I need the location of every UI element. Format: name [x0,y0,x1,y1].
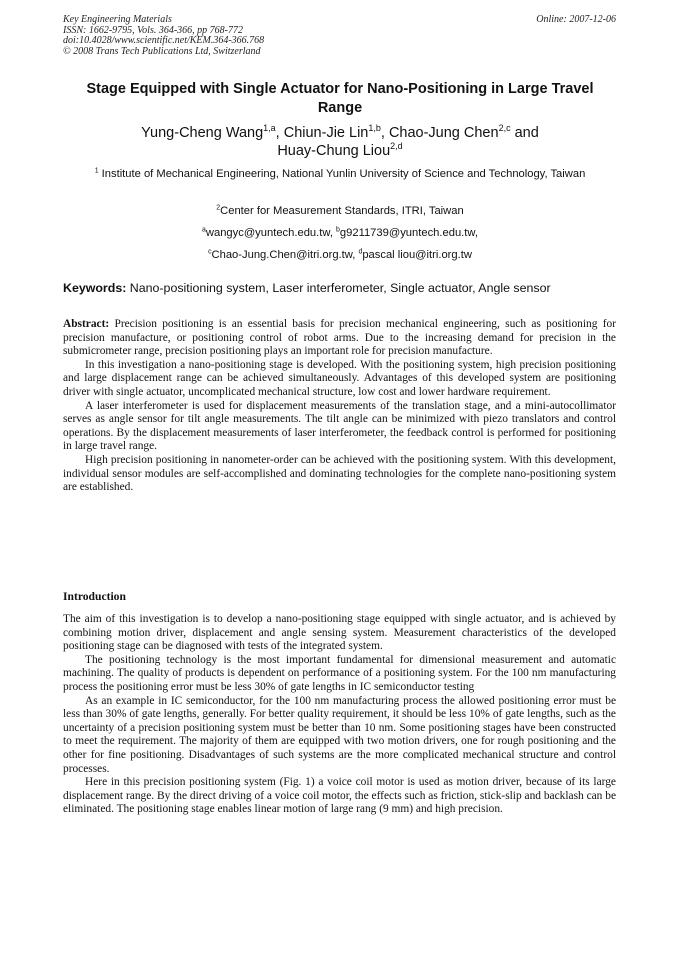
keywords-label: Keywords: [63,281,127,295]
abstract-paragraph [63,318,616,359]
issn-line: ISSN: 1662-9795, Vols. 364-366, pp 768-772 [63,24,243,36]
email-sup: b [336,226,340,234]
keywords [63,281,623,296]
abstract [63,318,616,495]
paper-title: Stage Equipped with Single Actuator for Nano-Positioning in Large Travel Range [86,81,594,116]
abstract-paragraph: High precision positioning in nanometer-order can be achieved with the positioning system. With this development, individual sensor modules are self-accomplished and dominating technologies for the complete nano-positioning system are established. [63,453,616,494]
intro-paragraph: The aim of this investigation is to develop a nano-positioning stage equipped with single actuator, and is achieved by combining motion driver, displacement and angle sensing system. Measurement characteristics of the developed positioning stage can be diagnosed with tests of the integrated system. [63,613,616,653]
author-affil-sup: 1,b [368,123,381,134]
author-separator: , [380,125,389,141]
email-address[interactable]: g9211739@yuntech.edu.tw, [339,227,478,239]
email-sup: d [358,248,363,256]
email-line-1 [70,226,610,240]
email-address[interactable]: wangyc@yuntech.edu.tw, [205,227,337,239]
email-sup: a [202,226,206,234]
author-list [70,124,610,160]
online-date: Online: 2007-12-06 [536,14,616,25]
author-affil-sup: 2,d [390,141,403,152]
author-name: Chiun-Jie Lin [283,125,369,141]
affiliation-2 [70,204,610,218]
email-address[interactable]: Chao-Jung.Chen@itri.org.tw, [211,249,359,261]
copyright-line: © 2008 Trans Tech Publications Ltd, Switzerland [63,45,261,57]
introduction-body [63,613,616,817]
affil-sup: 2 [216,204,221,212]
abstract-label: Abstract: [63,318,110,330]
affil-text: Institute of Mechanical Engineering, National Yunlin University of Science and Technology, Taiwan [101,168,586,180]
author-affil-sup: 1,a [263,123,276,134]
affil-text: Center for Measurement Standards, ITRI, Taiwan [220,205,464,217]
abstract-text: Precision positioning is an essential basis for precision mechanical engineering, such as positioning for precision manufacture, or positioning control of robot arms. Due to the increasing demand for precision in the submicrometer range, precision positioning plays an important role for precision manufacture. [63,318,616,358]
author-name: Huay-Chung Liou [277,143,391,159]
author-name: Yung-Cheng Wang [141,125,264,141]
journal-header [63,15,616,57]
doi-line: doi:10.4028/www.scientific.net/KEM.364-366.768 [63,35,265,46]
email-line-2 [70,248,610,262]
abstract-paragraph: In this investigation a nano-positioning stage is developed. With the positioning system, high precision positioning and large displacement range can be achieved simultaneously. Advantages of this developed system are positioning driver with single actuator, uncomplicated mechanical structure, low cost and lower hardware requirement. [63,358,616,398]
author-name: Chao-Jung Chen [388,125,499,141]
author-affil-sup: 2,c [498,123,511,134]
affiliation-1 [70,167,610,181]
journal-name: Key Engineering Materials [63,14,172,25]
keywords-text: Nano-positioning system, Laser interferometer, Single actuator, Angle sensor [126,281,551,295]
intro-paragraph: The positioning technology is the most important fundamental for dimensional measurement and automatic machining. The quality of products is dependent on performance of a positioning system. For the 100 nm manufacturing process the positioning error must be less 30% of gate lengths in IC semiconductor testing [63,653,616,693]
email-sup: c [208,248,212,256]
affil-sup: 1 [94,167,99,175]
section-heading-introduction: Introduction [63,590,126,603]
email-address[interactable]: pascal liou@itri.org.tw [362,249,472,261]
intro-paragraph: As an example in IC semiconductor, for the 100 nm manufacturing process the allowed positioning error must be less than 30% of gate lengths, generally. For better quality requirement, it should be less 10% of gate lengths, such as the uncertainty of a precision positioning system must be better than 10 nm. Some positioning stages have been constructed to meet the requirement. The majority of them are equipped with two motion drivers, one for rough positioning and the other for fine positioning. Disadvantages of such systems are the more complicated mechanical structure and control processes. [63,694,616,775]
intro-paragraph: Here in this precision positioning system (Fig. 1) a voice coil motor is used as motion driver, because of its large displacement range. By the direct driving of a voice coil motor, the effects such as friction, stick-slip and backlash can be eliminated. The positioning stage enables linear motion of large rang (9 mm) and high precision. [63,776,616,816]
author-and: and [510,125,539,141]
abstract-paragraph: A laser interferometer is used for displacement measurements of the translation stage, and a mini-autocollimator serves as angle sensor for tilt angle measurements. The tilt angle can be minimized with piezo translators and control operations. By the displacement measurements of laser interferometer, the feedback control is performed for positioning in large travel range. [63,399,616,453]
author-separator: , [275,125,284,141]
